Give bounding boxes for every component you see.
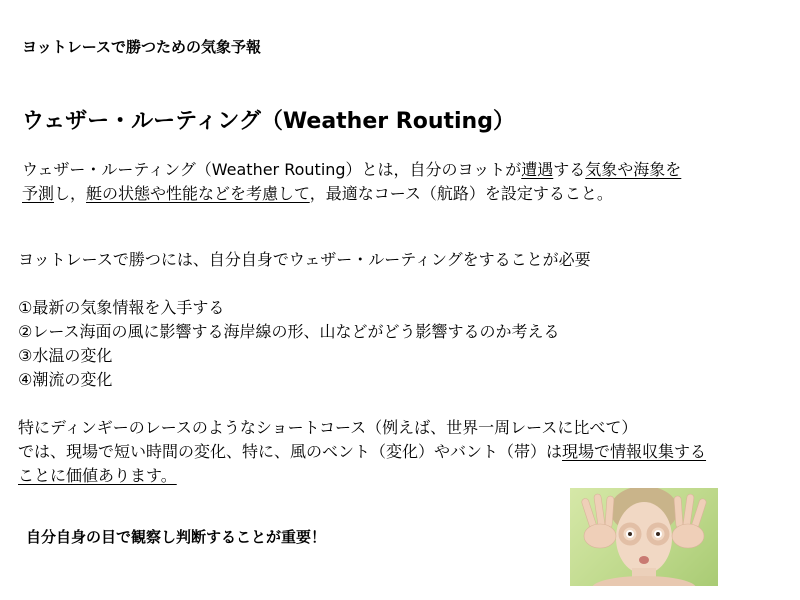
definition-line-1 — [22, 158, 681, 182]
definition-paragraph — [22, 158, 681, 206]
definition-line-2 — [22, 182, 681, 206]
definition-text: ，最適なコース（航路）を設定すること。 — [309, 184, 613, 203]
list-item: ③水温の変化 — [18, 346, 113, 365]
intro-line: ヨットレースで勝つには、自分自身でウェザー・ルーティングをすることが必要 — [18, 250, 591, 269]
list-item: ②レース海面の風に影響する海岸線の形、山などがどう影響するのか考える — [18, 322, 560, 341]
definition-text: し， — [54, 184, 87, 203]
list-item: ④潮流の変化 — [18, 370, 113, 389]
list-item: ①最新の気象情報を入手する — [18, 298, 225, 317]
body-text — [18, 248, 706, 488]
paragraph-underlined-text: 現場で情報収集する — [562, 442, 707, 461]
slide-title: ウェザー・ルーティング（Weather Routing） — [22, 109, 515, 134]
conclusion-text: 自分自身の目で観察し判断することが重要！ — [26, 528, 327, 546]
woman-looking-through-fingers-photo — [570, 488, 718, 586]
paragraph-line: 特にディンギーのレースのようなショートコース（例えば、世界一周レースに比べて） — [18, 418, 638, 437]
spacer — [18, 272, 706, 296]
paragraph-line — [18, 464, 706, 488]
spacer — [18, 392, 706, 416]
definition-underlined-text: 予測 — [22, 184, 55, 203]
definition-underlined-text: 艇の状態や性能などを考慮して — [86, 184, 310, 203]
paragraph-line — [18, 440, 706, 464]
photo-illustration — [570, 488, 718, 586]
definition-underlined-text: 気象や海象を — [585, 160, 682, 179]
paragraph-underlined-text: ことに価値あります。 — [18, 466, 177, 485]
paragraph-text: では、現場で短い時間の変化、特に、風のベント（変化）やバント（帯）は — [18, 442, 563, 461]
slide-header: ヨットレースで勝つための気象予報 — [22, 38, 261, 56]
definition-text: する — [553, 160, 586, 179]
definition-underlined-text: 遭遇 — [521, 160, 554, 179]
definition-text: ウェザー・ルーティング（Weather Routing）とは，自分のヨットが — [22, 160, 522, 179]
